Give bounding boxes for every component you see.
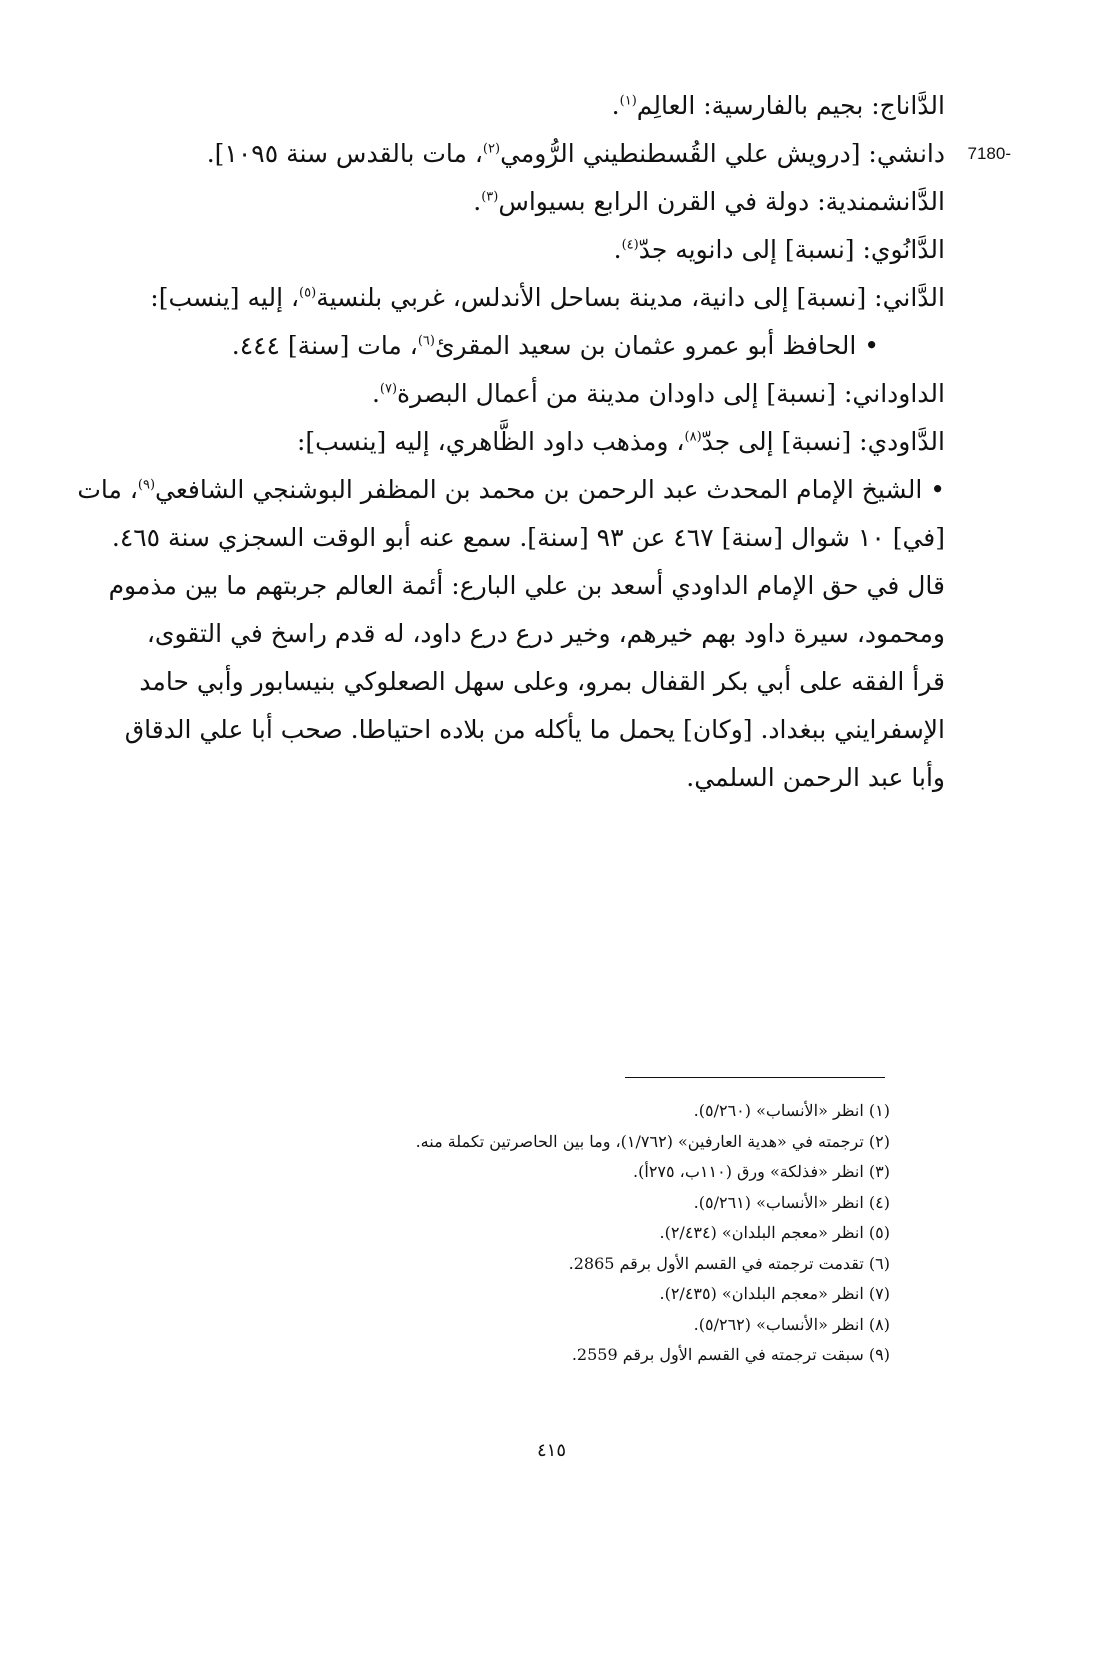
footnote-ref[interactable]: (٧): [379, 381, 398, 397]
footnote-divider: [625, 1077, 885, 1078]
entry-danaj: [105, 82, 945, 130]
main-text: [77, 82, 1011, 802]
entry-text: الدَّانشمندية: دولة في القرن الرابع بسيواس: [498, 187, 945, 216]
entry-tail: .: [473, 187, 482, 216]
footnote-ref[interactable]: (٨): [684, 429, 702, 445]
entry-tail: ، إليه [ينسب]:: [150, 283, 300, 312]
entry-dawudani: [105, 370, 945, 418]
entry-text: • الشيخ الإمام المحدث عبد الرحمن بن محمد بن المظفر البوشنجي الشافعي: [155, 475, 945, 504]
entry-text: الدَّاودي: [نسبة] إلى جدّ: [701, 427, 945, 456]
entry-text: • الحافظ أبو عمرو عثمان بن سعيد المقرئ: [434, 331, 879, 360]
entry-danishmandiya: [105, 178, 945, 226]
entry-text: الداوداني: [نسبة] إلى داودان مدينة من أعمال البصرة: [397, 379, 945, 408]
footnote-ref[interactable]: (٢): [482, 141, 501, 157]
entry-text: دانشي: [درويش علي القُسطنطيني الرُّومي: [500, 139, 945, 168]
footnote: (٤) انظر «الأنساب» (٥/٢٦١).: [693, 1192, 890, 1212]
paragraph-line: ومحمود، سيرة داود بهم خيرهم، وخير درع درع داود، له قدم راسخ في التقوى،: [146, 619, 945, 648]
paragraph-line: الإسفرايني ببغداد. [وكان] يحمل ما يأكله من بلاده احتياطا. صحب أبا علي الدقاق: [124, 715, 945, 744]
entry-tail: .: [611, 91, 620, 120]
footnote-ref[interactable]: (٩): [137, 477, 156, 493]
person-abu-amr: [105, 322, 945, 370]
entry-tail: .: [613, 235, 622, 264]
entry-text: الدَّاني: [نسبة] إلى دانية، مدينة بساحل الأندلس، غربي بلنسية: [316, 283, 945, 312]
footnote: (١) انظر «الأنساب» (٥/٢٦٠).: [693, 1101, 890, 1120]
entry-tail: ، مات [سنة] ٤٤٤.: [231, 331, 418, 360]
paragraph-line: وأبا عبد الرحمن السلمي.: [686, 763, 945, 792]
paragraph-line: قرأ الفقه على أبي بكر القفال بمرو، وعلى سهل الصعلوكي بنيسابور وأبي حامد: [139, 667, 945, 696]
entry-number: 7180-: [967, 144, 1011, 163]
footnote: (٧) انظر «معجم البلدان» (٢/٤٣٥).: [659, 1284, 890, 1303]
entry-dawudi: [105, 418, 945, 466]
page-number: ٤١٥: [536, 1440, 566, 1461]
entry-tail: ، مات بالقدس سنة ١٠٩٥].: [206, 139, 483, 168]
entry-tail: .: [371, 379, 380, 408]
entry-text: الدَّانُوي: [نسبة] إلى دانويه جدّ: [638, 235, 945, 264]
entry-tail: ، مات: [77, 475, 138, 504]
entry-text: الدَّاناج: بجيم بالفارسية: العالِم: [636, 91, 945, 120]
footnote: (٥) انظر «معجم البلدان» (٢/٤٣٤).: [659, 1223, 890, 1242]
entry-dani: [105, 274, 945, 322]
footnote-ref[interactable]: (١): [619, 93, 637, 109]
paragraph-line: [في] ١٠ شوال [سنة] ٤٦٧ عن ٩٣ [سنة]. سمع عنه أبو الوقت السجزي سنة ٤٦٥.: [111, 523, 945, 552]
person-bushanji: [77, 466, 945, 514]
entry-tail: ، ومذهب داود الظَّاهري، إليه [ينسب]:: [297, 427, 685, 456]
footnote: (٢) ترجمته في «هدية العارفين» (١/٧٦٢)، وما بين الحاصرتين تكملة منه.: [415, 1131, 890, 1151]
footnote: (٩) سبقت ترجمته في القسم الأول برقم 2559.: [571, 1345, 890, 1364]
footnote: (٨) انظر «الأنساب» (٥/٢٦٢).: [693, 1314, 890, 1334]
entry-danishi: [105, 130, 1011, 178]
footnote-ref[interactable]: (٤): [621, 237, 639, 253]
footnote-ref[interactable]: (٦): [417, 333, 435, 349]
footnote: (٦) تقدمت ترجمته في القسم الأول برقم 2865.: [568, 1253, 890, 1273]
entry-danawi: [105, 226, 945, 274]
footnote-ref[interactable]: (٣): [481, 189, 499, 205]
footnote: (٣) انظر «فذلكة» ورق (١١٠ب، ٢٧٥أ).: [633, 1162, 890, 1181]
footnotes: [105, 1096, 890, 1371]
paragraph-line: قال في حق الإمام الداودي أسعد بن علي البارع: أئمة العالم جربتهم ما بين مذموم: [108, 571, 945, 600]
footnote-ref[interactable]: (٥): [299, 285, 317, 301]
